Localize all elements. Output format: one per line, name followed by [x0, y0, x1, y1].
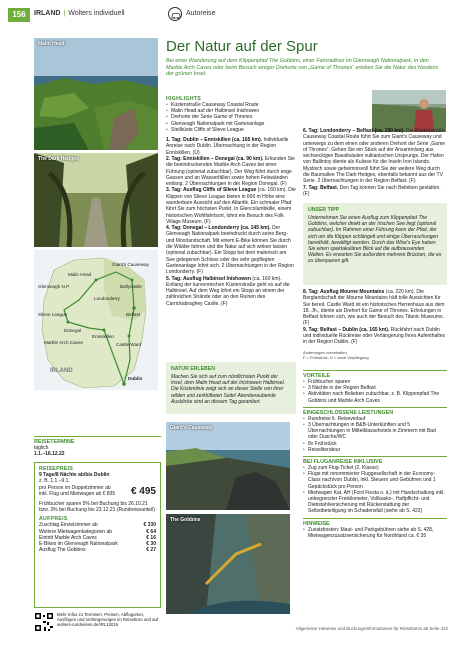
leistungen-list [303, 416, 447, 453]
list-item: • Flüge mit renommierter Fluggesellschaft in der Economy-Class nach/von Dublin, inkl. Steuern und Gebühren und 1 Gepäckstück pro Person [303, 471, 447, 490]
day-text: Der Glenveagh Nationalpark beeindruckt durch seine Berg- und Moorlandschaft. Mit einem E-Bike können Sie durch die Wälder fahren und die Natur auf sich wirken lassen (optional zubuchbar). Ein Stopp bei dem malerisch am See gelegenen Schloss oder der sehr gepflegten Gartenanlage lohnt sich. 2 Übernachtungen in der Region Londonderry. (F) [166, 225, 294, 276]
day-heading: 1. Tag: Dublin – Enniskillen (ca. 165 km). [166, 137, 263, 144]
aufpreis-row [39, 547, 156, 553]
photo-gobbins [166, 514, 290, 614]
day-entry [166, 137, 296, 156]
map-label: Donegal [64, 328, 82, 333]
list-item: • Frühbucher sparen [303, 379, 447, 385]
column-2b [303, 289, 447, 360]
day-text: (ca. 160 km). Die Klippen von Slieve League bieten in 600 m Höhe eine wunderbare Aussicht auf den Atlantik. Ein schmaler Pfad führt Sie zum höchsten Punkt. In Glencolumbkille, einem historischen Wohlfahrtsort, lohnt ein Besuch des Folk Village Museum. (F) [166, 187, 296, 225]
day-entry [303, 185, 447, 198]
reisepreis-date: z. B. 1.1.–9.1. [39, 478, 70, 485]
day-entry [166, 187, 296, 225]
list-item: • Glenveagh Nationalpark mit Gartenanlage [166, 121, 296, 127]
photo-caption: Giant's Causeway [170, 425, 213, 431]
reisepreis-duration: 9 Tage/8 Nächte ab/bis Dublin [39, 472, 110, 478]
day-entry [303, 128, 447, 185]
day-text: (ca. 220 km). Die Berglandschaft der Mourne Mountains hält tolle Aussichten für Sie bereit. Castle Ward ist ein historisches Herrenhaus aus dem 18. Jh., diente als Drehort für Game of Thrones. Erholungen in Belfast lohnen sich, wie auch der Besuch des Titanic Museums. (F) [303, 289, 445, 327]
day-text: Den Tag können Sie nach Belieben gestalten. (F) [303, 184, 441, 197]
day-heading: 6. Tag: Londonderry – Belfast (ca. 190 km). [303, 128, 405, 134]
list-item: • Malin Head auf der Halbinsel Inishowen [166, 108, 296, 114]
aufpreis-label: Ausflug The Gobbins [39, 547, 86, 554]
map-label: Slieve League [38, 312, 68, 317]
list-item: • Aktivitäten nach Belieben zubuchbar, z. B. Klippenpfad The Gobbins und Marble Arch Caves [303, 391, 447, 403]
photo-malin-head [34, 38, 158, 150]
flugpaket-list [303, 465, 447, 515]
day-heading: 3. Tag: Ausflug Cliffs of Slieve League [166, 187, 257, 194]
highlights-title: HIGHLIGHTS [166, 96, 201, 102]
reisetermine-freq: täglich [34, 445, 49, 451]
vorteile-list [303, 379, 447, 404]
day-entry [166, 276, 296, 307]
map-label: Londonderry [94, 296, 120, 301]
separator: | [63, 10, 66, 17]
lead-text: Bei einer Wanderung auf dem Klippenpfad The Gobbins, einer Fahrradtour im Glenveagh Nationalpark, in den Marble Arch Caves oder beim Besuch einiger Drehorte von „Game of Thrones“ erleben Sie die Natur des Nordens der grünen Insel. [166, 58, 439, 78]
day-heading: 7. Tag: Belfast. [303, 184, 339, 191]
day-text: Die Küstenstraße Causeway Coastal Route führt Sie zum Giant's Causeway und unterwegs zu dem einen oder anderen Drehort der Serie „Game of Thrones“. Gehen Sie ein Stück auf der Ansammlung aus sechseckigen Basaltsäulen vulkanischen Ursprungs. Der Hafen von Ballintoy diente als Kulisse für die Inseln Iron Islands. Mystisch sowie geheimnisvoll führt Sie der weitere Weg durch die Baumallee The Dark Hedges, ebenfalls bekannt aus der TV Serie. 2 Übernachtungen in der Region Belfast. (F) [303, 128, 446, 185]
day-heading: 2. Tag: Enniskillen – Donegal (ca. 90 km). [166, 155, 264, 162]
list-item: • Reiseliterateur [303, 447, 447, 453]
tip-box-text: Unternehmen Sie einen Ausflug zum Klippenpfad The Gobbins, welcher direkt an der Irischen See liegt (optional zubuchbar). Im Rahmen einer Führung kann der Pfad, der sich um die Klippen schlängelt und einige Überraschungen bereithält, bewältigt werden. Durch das Wise's Eye haben Sie einen spektakulären Blick auf die aufbrausenden Wellen. Es erwarten Sie außerdem mehrere Brücken, die es zu überqueren gilt. [308, 215, 442, 265]
map-label: Marble Arch Caves [44, 340, 83, 345]
photo-caption: Malin Head [38, 41, 65, 47]
list-item: • Zusatzkosten: Maut- und Parkgebühren siehe ab S. 428, Mietwagenzusatzversicherung für Nordirland ca. € 35 [303, 527, 447, 539]
reisepreis-flight: inkl. Flug und Mietwagen ab € 835 [39, 491, 116, 498]
list-item: • Küstenstraße Causeway Coastal Route [166, 102, 296, 108]
map-label: Dublin [128, 376, 143, 381]
hinweise-list [303, 527, 447, 539]
reisepreis-basis [39, 485, 121, 498]
list-item: • Steilküste Cliffs of Slieve League [166, 127, 296, 133]
list-item: • Rundreise lt. Reiseverlauf [303, 416, 447, 422]
tour-type: Autoreise [186, 10, 216, 17]
aufpreis-title: AUFPREIS [39, 516, 68, 523]
day-entry [303, 289, 447, 327]
day-entry [166, 156, 296, 187]
day-heading: 4. Tag: Donegal – Londonderry (ca. 145 km). [166, 225, 271, 232]
photo-dark-hedges [34, 153, 158, 247]
photo-hiker [372, 90, 446, 132]
map-label: Malin Head [68, 272, 92, 277]
map-label: Glenveagh N.P. [38, 284, 70, 289]
day-heading: 5. Tag: Ausflug Halbinsel Inishowen [166, 275, 252, 282]
vorteile-title: VORTEILE [303, 370, 447, 379]
aufpreis-price: € 64 [146, 528, 156, 535]
photo-caption: The Dark Hedges [38, 156, 79, 162]
column-1 [166, 96, 296, 307]
page-number: 156 [8, 8, 30, 22]
list-item: • Drehorte der Serie Game of Thrones [166, 114, 296, 120]
day-text: (ca. 160 km). Entlang der kurvenreichen Küstenstraße geht es auf die Halbinsel. Auf dem Weg lohnt ein Stopp an einem der zahlreichen Strände oder an den Ruinen des Carrickabraghey Castle. (F) [166, 275, 290, 307]
day-entry [303, 327, 447, 346]
list-item: • 3 Übernachtungen in B&B-Unterkünften und 5 Übernachtungen in Mittelklassehotels in Zimmern mit Bad oder Dusche/WC [303, 422, 447, 441]
map-label: Enniskillen [92, 334, 114, 339]
list-item: • Zug zum Flug-Ticket (2. Klasse) [303, 465, 447, 471]
map-label: Belfast [126, 312, 141, 317]
aufpreis-price: € 27 [146, 547, 156, 554]
hinweise-title: HINWEISE [303, 518, 447, 527]
legend-line: F = Frühstück, Ü = ohne Verpflegung [303, 354, 369, 360]
page-footer: Allgemeine Hinweise und Buchungsinformationen für Reisebüros ab Seite 422 [295, 626, 448, 631]
map-label: Ballycastle [120, 284, 142, 289]
main-price: € 495 [130, 485, 156, 497]
highlights-list [166, 102, 296, 133]
early-booking: Frühbucher sparen 5% bei Buchung bis 26.10.21 bzw. 3% bei Buchung bis 23.12.21 (Rundreiseanteil) [39, 500, 155, 514]
aufpreis-price: € 30 [146, 541, 156, 548]
aufpreis-label: E-Bikes im Glenveagh Nationalpark [39, 541, 118, 548]
nature-box [166, 362, 296, 414]
reisetermine-title: REISETERMINE [34, 436, 161, 445]
region-name: IRLAND [34, 10, 61, 17]
tip-box-title: UNSER TIPP [308, 207, 340, 213]
reisetermine-range: 1.1.–16.12.22 [34, 451, 65, 458]
reisepreis-title: REISEPREIS [39, 466, 74, 472]
route-map [34, 250, 158, 390]
map-label: Castle Ward [116, 342, 142, 347]
list-item: • Mietwagen Kat. AH (Ford Fiesta o. ä.) mit Handschaltung inkl. unbegrenzter Freikilometer, Vollkasko-, Haftpflicht- und Diebstahlversicherung mit Rückerstattung der Selbstbeteiligung im Schadensfall (siehe ab S. 422) [303, 490, 447, 515]
aufpreis-label: Weitere Mietwagenkategorien ab [39, 528, 113, 535]
leistungen-title: EINGESCHLOSSENE LEISTUNGEN [303, 407, 447, 416]
aufpreis-price: € 330 [143, 522, 156, 529]
nature-box-text: Machen Sie sich auf zum nördlichsten Punkt der Insel, dem Malin Head auf der Inishowen Halbinsel. Die Küstenlinie zeigt sich an dieser Stelle von ihrer wilden und zerklüfteten Seite! Atemberaubende Ausblicke sind an diesem Tag garantiert. [171, 374, 285, 405]
list-item: • 3 Nächte in der Region Belfast [303, 385, 447, 391]
photo-caption: The Gobbins [170, 517, 201, 523]
region-heading [34, 10, 125, 17]
reisetermine [34, 436, 161, 458]
column-2 [303, 128, 447, 197]
legend-line: Änderungen vorbehalten. [303, 349, 348, 355]
nature-box-title: NATUR ERLEBEN [171, 366, 215, 372]
day-heading: 8. Tag: Ausflug Mourne Mountains [303, 289, 385, 295]
day-entry [166, 225, 296, 275]
car-icon [168, 7, 182, 21]
list-item: • 8x Frühstück [303, 441, 447, 447]
day-text: Individuelle Anreise nach Dublin. Übernachtung in der Region Enniskillen. (Ü) [166, 137, 289, 156]
subregion: Wolters individuell [68, 10, 125, 17]
aufpreis-label: Zuschlag Einzelzimmer ab [39, 522, 98, 529]
aufpreis-label: Eintritt Marble Arch Caves [39, 534, 97, 541]
flugpaket-title: BEI FLUGANREISE INKLUSIVE [303, 456, 447, 465]
day-text: Rückfahrt nach Dublin und individuelle Rückreise oder Verlängerung Ihres Aufenthaltes in der Region Dublin. (F) [303, 326, 446, 346]
aufpreis-price: € 16 [146, 534, 156, 541]
qr-info-text: Mehr Infos zu Terminen, Preisen, Abflugorten, Ausflügen und Verlängerungen im Reisebüro und auf wolters-rundreisen.de/IRL12016 [57, 612, 159, 628]
map-label: Giant's Causeway [112, 262, 149, 267]
tip-box [303, 203, 447, 285]
map-country: IRLAND [50, 368, 73, 374]
day-heading: 9. Tag: Belfast – Dublin (ca. 165 km). [303, 326, 390, 333]
reisepreis-basis-text: pro Person im Doppelzimmer ab [39, 484, 111, 491]
day-text: Erkunden Sie die beeindruckenden Marble Arch Caves bei einer Führung (optional zubuchbar). Der Weg führt durch enge Gassen und an Wasserfällen sowie hohen Felswänden entlang. 2 Übernachtungen in der Region Donegal. (F) [166, 155, 295, 188]
info-column [303, 370, 447, 539]
photo-giants-causeway [166, 422, 290, 510]
page-title: Der Natur auf der Spur [166, 38, 318, 55]
price-box [34, 462, 161, 608]
